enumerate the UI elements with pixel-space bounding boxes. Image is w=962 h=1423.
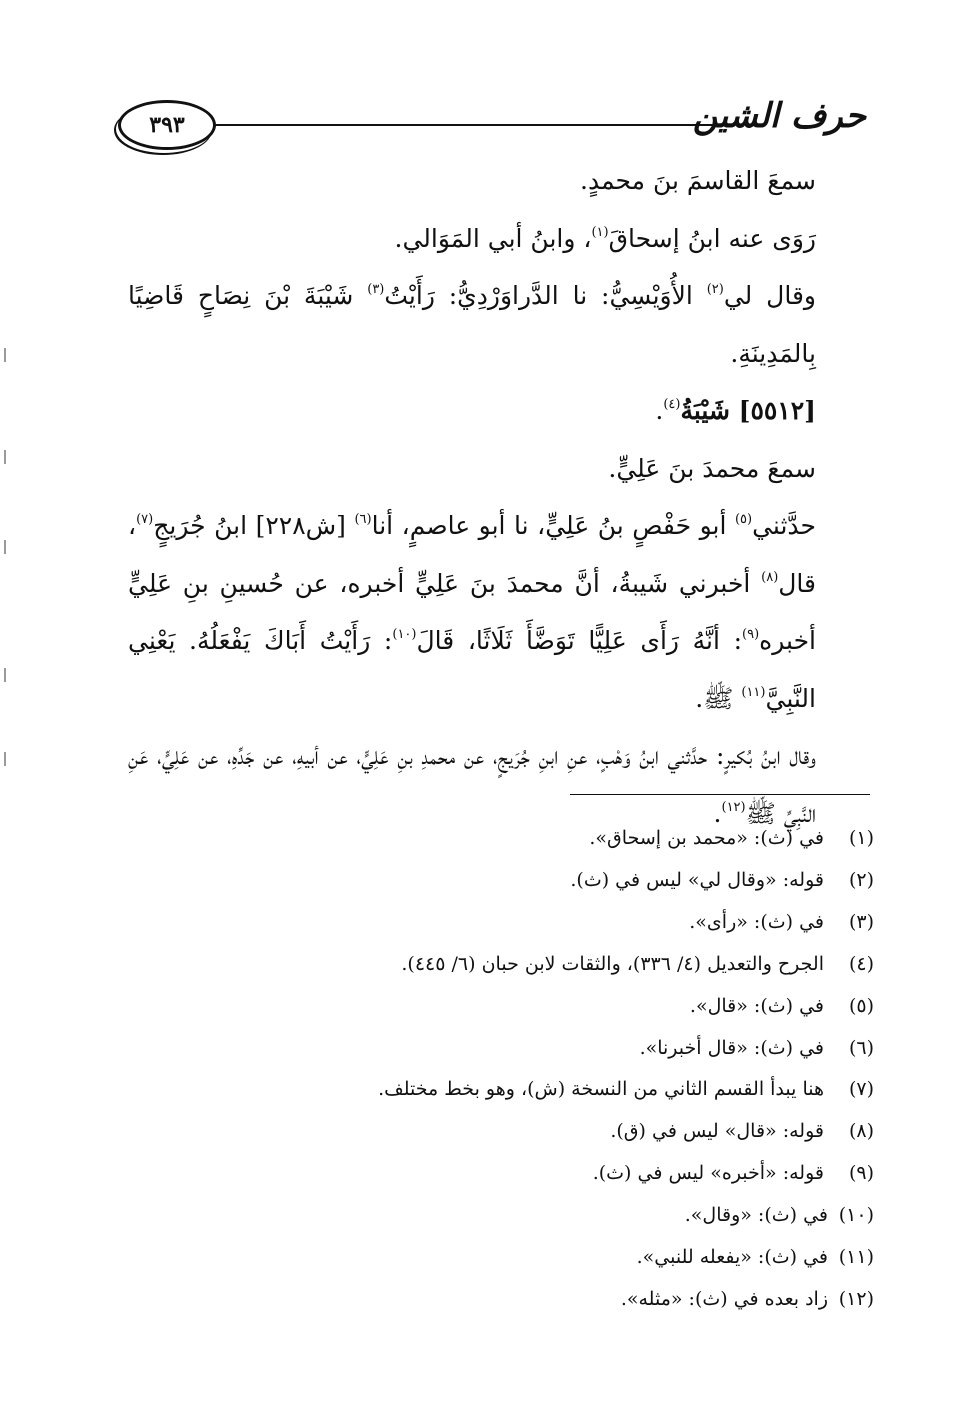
text-paragraph (128, 267, 862, 382)
text-line (128, 440, 862, 498)
footnote (220, 1237, 874, 1279)
footnote-number: (٧) (848, 1078, 874, 1101)
text-span: : أنَّهُ رَأَى عَلِيًّا تَوَضَّأَ ثَلَاثًا، قَالَ (416, 626, 743, 655)
footnote-text: في (ث): «رأى». (689, 910, 824, 933)
entry-heading (128, 382, 862, 440)
footnote-ref: (٨) (761, 569, 779, 585)
text-span: أبو حَفْصٍ بنُ عَلِيٍّ، نا أبو عاصمٍ، أنا (371, 511, 735, 540)
footnote-text: في (ث): «قال أخبرنا». (639, 1036, 824, 1059)
text-line (128, 152, 862, 210)
footnote-number: (١٠) (838, 1204, 874, 1227)
footnote (220, 1195, 874, 1237)
footnote-text: في (ث): «وقال». (684, 1204, 828, 1227)
footnote-number: (٥) (848, 994, 874, 1017)
text-span: : رَأَيْتُ أَبَاكَ يَفْعَلُهُ. يَعْنِي النَّبِيَّ (128, 626, 816, 713)
page-number-badge (118, 100, 216, 150)
text-span: [ش٢٢٨] ابنُ جُرَيجٍ (153, 511, 355, 540)
footnote (220, 902, 874, 944)
text-span: الأُوَيْسِيُّ: نا الدَّراوَرْدِيُّ: رَأَيْتُ (384, 281, 707, 310)
text-span: وقال لي (723, 281, 816, 310)
footnote-number: (١١) (838, 1246, 874, 1269)
scan-mark (4, 668, 6, 682)
footnote-number: (٣) (848, 910, 874, 933)
text-span: سمعَ محمدَ بنَ عَلِيٍّ. (608, 453, 816, 483)
scan-mark (4, 752, 6, 766)
footnote-ref: (٦) (354, 512, 372, 527)
footnote-ref: (١٢) (721, 799, 746, 815)
footnote-text: قوله: «قال» ليس في (ق). (610, 1120, 824, 1143)
footnote-ref: (٩) (742, 627, 760, 642)
footnote-text: في (ث): «قال». (689, 994, 824, 1017)
footnote-ref: (٧) (136, 512, 154, 527)
header-rule (212, 124, 730, 126)
footnote-number: (٦) (848, 1036, 874, 1059)
page-number: ٣٩٣ (149, 112, 185, 138)
footnote-number: (١٢) (838, 1287, 874, 1310)
footnote (220, 944, 874, 986)
footnote (220, 860, 874, 902)
text-span: وقال ابنُ بُكيرٍ: حدَّثني ابنُ وَهْبٍ، عنِ ابنِ جُرَيجٍ، عن محمدِ بنِ عَلِيٍّ، عن أبيهِ، عن جَدِّهِ، عن عَلِيٍّ، عَنِ النَّبِيِّ ﷺ (128, 741, 816, 828)
text-span: حدَّثني (752, 511, 816, 540)
footnote (220, 1111, 874, 1153)
footnote-ref: (٥) (734, 512, 753, 527)
footnote (220, 1279, 874, 1321)
footnote-separator (570, 794, 870, 795)
footnote-text: زاد بعده في (ث): «مثله». (620, 1287, 828, 1310)
main-text (128, 152, 862, 842)
footnote (220, 818, 874, 860)
footnote-text: الجرح والتعديل (٤/ ٣٣٦)، والثقات لابن حبان (٦/ ٤٤٥). (401, 952, 824, 975)
footnote-text: هنا يبدأ القسم الثاني من النسخة (ش)، وهو بخط مختلف. (378, 1078, 824, 1101)
text-span: رَوَى عنه ابنُ إسحاقَ (608, 223, 816, 253)
footnote (220, 1069, 874, 1111)
text-span: . (655, 396, 664, 425)
chapter-title: حرف الشين (692, 96, 866, 136)
footnote-text: قوله: «وقال لي» ليس في (ث). (570, 868, 824, 891)
text-span: سمعَ القاسمَ بنَ محمدٍ. (580, 166, 816, 195)
footnote (220, 986, 874, 1028)
entry-title: [٥٥١٢] شَيْبَةُ (680, 396, 816, 425)
footnote-number: (١) (848, 827, 874, 849)
text-paragraph (128, 497, 862, 727)
footnote-ref: (١٠) (392, 627, 417, 642)
footnote-ref: (١١) (741, 684, 766, 700)
footnote-number: (٨) (848, 1120, 874, 1143)
footnote (220, 1028, 874, 1070)
footnote (220, 1153, 874, 1195)
scan-mark (4, 450, 6, 464)
text-line (128, 210, 862, 268)
footnote-text: في (ث): «يفعله للنبي». (636, 1246, 828, 1269)
text-span: ﷺ. (695, 683, 742, 713)
footnote-ref: (١) (591, 224, 609, 240)
text-span: . (713, 798, 722, 828)
footnote-ref: (٣) (367, 282, 385, 297)
footnotes (220, 818, 874, 1321)
footnote-ref: (٢) (706, 282, 724, 297)
footnote-text: قوله: «أخبره» ليس في (ث). (592, 1162, 824, 1185)
footnote-number: (٤) (848, 952, 874, 975)
text-span: شَيْبَةَ بْنَ نِصَاحٍ قَاضِيًا بِالمَدِينَةِ. (128, 281, 816, 368)
footnote-number: (٢) (848, 868, 874, 891)
footnote-text: في (ث): «محمد بن إسحاق». (589, 827, 824, 849)
scan-mark (4, 540, 6, 554)
text-span: أخبرني شَيبةُ، أنَّ محمدَ بنَ عَلِيٍّ أخبره، عن حُسينِ بنِ عَلِيٍّ أخبره (128, 568, 816, 655)
text-span: ، قال (128, 511, 816, 598)
scan-mark (4, 348, 6, 362)
text-span: ، وابنُ أبي المَوَالي. (394, 223, 592, 253)
footnote-ref: (٤) (663, 397, 681, 412)
footnote-number: (٩) (848, 1162, 874, 1185)
